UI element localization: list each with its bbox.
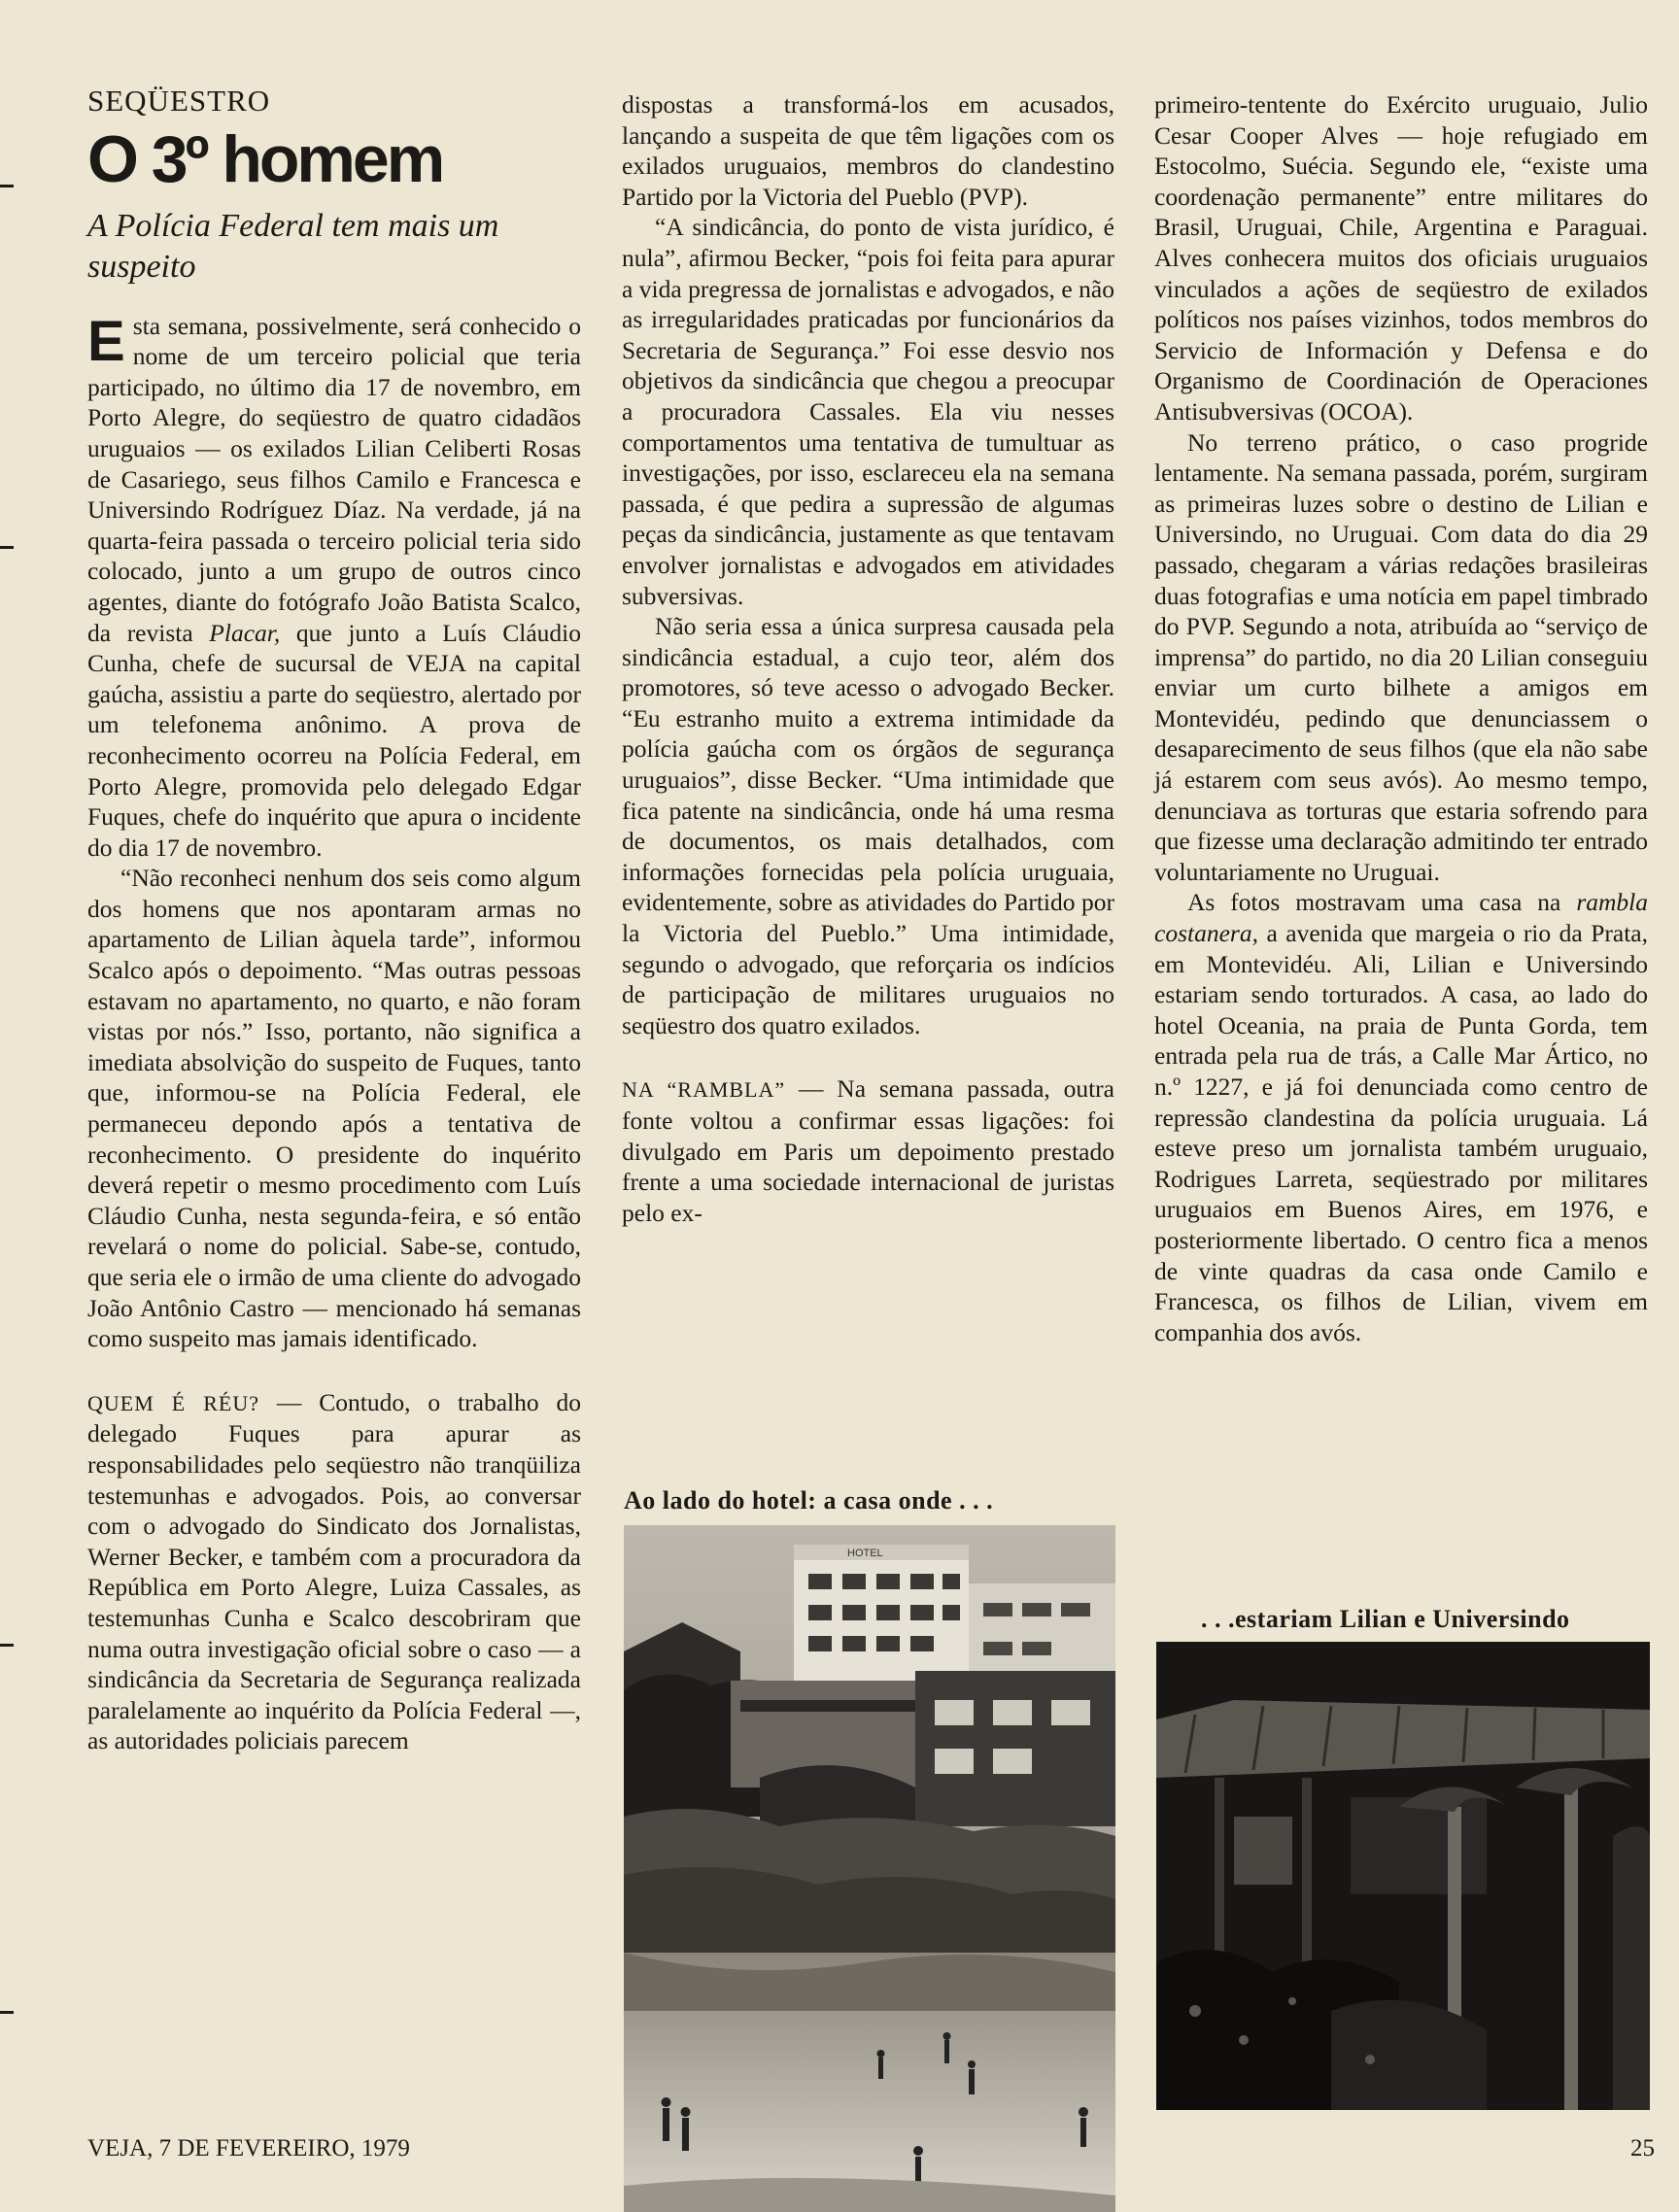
hotel-sign-text: HOTEL <box>847 1548 883 1559</box>
article-column-1 <box>87 85 581 1756</box>
paragraph: Esta semana, possivelmente, será conhecido o nome de um terceiro policial que teria participado, no último dia 17 de novembro, em Porto Alegre, do seqüestro de quatro cidadãos uruguaios — os exilados Lilian Celiberti Rosas de Casariego, seus filhos Camilo e Francesca e Universindo Rodríguez Díaz. Na verdade, já na quarta-feira passada o terceiro policial teria sido colocado, junto a um grupo de outros cinco agentes, diante do fotógrafo João Batista Scalco, da revista Placar, que junto a Luís Cláudio Cunha, chefe de sucursal de VEJA na capital gaúcha, assistiu a parte do seqüestro, alertado por um telefonema anônimo. A prova de reconhecimento ocorreu na Polícia Federal, em Porto Alegre, promovida pelo delegado Edgar Fuques, chefe do inquérito que apura o incidente do dia 17 de novembro. <box>87 309 582 862</box>
paragraph: dispostas a transformá-los em acusados, lançando a suspeita de que têm ligações com os exilados uruguaios, membros do clandestino Partido por la Victoria del Pueblo (PVP). <box>622 90 1114 211</box>
photo-house <box>1156 1642 1650 2110</box>
paragraph: QUEM É RÉU? — Contudo, o trabalho do delegado Fuques para apurar as responsabilidades pelo seqüestro não tranqüiliza testemunhas e advogados. Pois, ao conversar com o advogado do Sindicato dos Jornalistas, Werner Becker, e também com a procuradora da República em Porto Alegre, Luiza Cassales, as testemunhas Cunha e Scalco descobriram que numa outra investigação oficial sobre o caso — a sindicância da Secretaria de Segurança realizada paralelamente ao inquérito da Polícia Federal —, as autoridades policiais parecem <box>87 1387 581 1755</box>
paragraph: “Não reconheci nenhum dos seis como algum dos homens que nos apontaram armas no apartamento de Lilian àquela tarde”, informou Scalco após o depoimento. “Mas outras pessoas estavam no apartamento, no quarto, e não foram vistas por nós.” Isso, portanto, não significa a imediata absolvição do suspeito de Fuques, tanto que, informou-se na Polícia Federal, ele permaneceu depondo após a tentativa de reconhecimento. O presidente do inquérito deverá repetir o mesmo procedimento com Luís Cláudio Cunha, nesta segunda-feira, e só então revelará o nome do policial. Sabe-se, contudo, que seria ele o irmão de uma cliente do advogado João Antônio Castro — mencionado há semanas como suspeito mas jamais identificado. <box>87 864 581 1353</box>
drop-cap: E <box>87 309 125 373</box>
page-number: 25 <box>1630 2135 1655 2161</box>
photo-caption-left: Ao lado do hotel: a casa onde . . . <box>624 1486 994 1514</box>
subhead: NA “RAMBLA” <box>622 1077 786 1103</box>
paragraph: Não seria essa a única surpresa causada pela sindicância estadual, a cujo teor, além dos promotores, só teve acesso o advogado Becker. “Eu estranho muito a extrema intimidade da polícia gaúcha com os órgãos de segurança uruguaios”, disse Becker. “Uma intimidade que fica patente na sindicância, onde há uma resma de documentos, os mais detalhados, com informações fornecidas pela polícia uruguaia, evidentemente, sobre as atividades do Partido por la Victoria del Pueblo.” Uma intimidade, segundo o advogado, que reforçaria os indícios de participação de militares uruguaios no seqüestro dos quatro exilados. <box>622 612 1114 1039</box>
photo-hotel-beach-image <box>624 1525 1115 2212</box>
paragraph: primeiro-tentente do Exército uruguaio, Julio Cesar Cooper Alves — hoje refugiado em Estocolmo, Suécia. Segundo ele, “existe uma coordenação permanente” entre militares do Brasil, Uruguai, Chile, Argentina e Paraguai. Alves conhecera muitos dos oficiais uruguaios vinculados a ações de seqüestro de exilados políticos nos países vizinhos, todos membros do Servicio de Información y Defensa e do Organismo de Coordinación de Operaciones Antisubversivas (OCOA). <box>1154 90 1648 425</box>
margin-mark <box>0 2011 14 2014</box>
footer-issue-date: VEJA, 7 DE FEVEREIRO, 1979 <box>87 2135 410 2161</box>
photo-house-image <box>1156 1642 1650 2110</box>
headline: O 3º homem <box>87 121 443 196</box>
photo-hotel-beach <box>624 1525 1115 2212</box>
subhead: QUEM É RÉU? <box>87 1390 260 1415</box>
margin-mark <box>0 1644 14 1647</box>
margin-mark <box>0 546 14 549</box>
section-kicker: SEQÜESTRO <box>87 84 271 118</box>
article-column-2 <box>622 89 1114 1228</box>
deck: A Polícia Federal tem mais um suspeito <box>87 207 499 285</box>
margin-mark <box>0 185 14 187</box>
photo-caption-right: . . .estariam Lilian e Universindo <box>1201 1605 1570 1633</box>
paragraph: As fotos mostravam uma casa na rambla costanera, a avenida que margeia o rio da Prata, em Montevidéu. Ali, Lilian e Universindo estariam sendo torturados. A casa, ao lado do hotel Oceania, na praia de Punta Gorda, tem entrada pela rua de trás, a Calle Mar Ártico, no n.º 1227, e já foi denunciada como centro de repressão clandestina da polícia uruguaia. Lá esteve preso um jornalista também uruguaio, Rodrigues Larreta, seqüestrado por militares uruguaios em Buenos Aires, em 1976, e posteriormente libertado. O centro fica a menos de vinte quadras da casa onde Camilo e Francesca, os filhos de Lilian, vivem em companhia dos avós. <box>1154 888 1648 1346</box>
paragraph: “A sindicância, do ponto de vista jurídico, é nula”, afirmou Becker, “pois foi feita para apurar a vida pregressa de jornalistas e advogados, e não as irregularidades praticadas por funcionários da Secretaria de Segurança.” Foi esse desvio nos objetivos da sindicância que chegou a preocupar a procuradora Cassales. Ela viu nesses comportamentos uma tentativa de tumultuar as investigações, por isso, esclareceu ela na semana passada, é que pedira a supressão de algumas peças da sindicância, justamente as que tentavam envolver jornalistas e advogados em atividades subversivas. <box>622 213 1114 610</box>
paragraph: No terreno prático, o caso progride lentamente. Na semana passada, porém, surgiram as primeiras luzes sobre o destino de Lilian e Universindo, no Uruguai. Com data do dia 29 passado, chegaram a várias redações brasileiras duas fotografias e uma notícia em papel timbrado do PVP. Segundo a nota, atribuída ao “serviço de imprensa” do partido, no dia 20 Lilian conseguiu enviar um curto bilhete a amigos em Montevidéu, pedindo que denunciassem o desaparecimento de seus filhos (que ela não sabe já estarem com seus avós). Ao mesmo tempo, denunciava as torturas que estaria sofrendo para que fizesse uma declaração admitindo ter entrado voluntariamente no Uruguai. <box>1154 427 1648 886</box>
article-column-3 <box>1154 89 1648 1347</box>
paragraph: NA “RAMBLA” — Na semana passada, outra fonte voltou a confirmar essas ligações: foi divulgado em Paris um depoimento prestado frente a uma sociedade internacional de juristas pelo ex- <box>622 1074 1114 1227</box>
